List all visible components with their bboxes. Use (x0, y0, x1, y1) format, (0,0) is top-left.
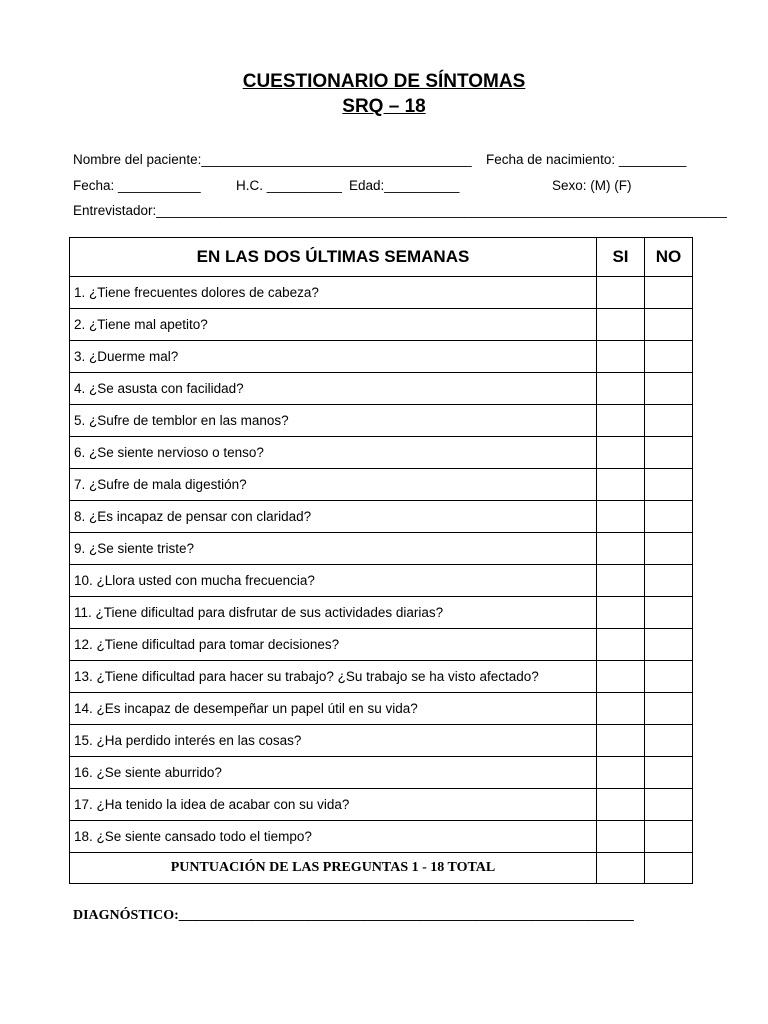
question-text: 11. ¿Tiene dificultad para disfrutar de sus actividades diarias? (70, 597, 597, 629)
answer-no-cell[interactable] (645, 661, 693, 693)
question-text: 4. ¿Se asusta con facilidad? (70, 373, 597, 405)
table-row (70, 821, 693, 853)
total-si-cell[interactable] (597, 853, 645, 884)
table-row (70, 789, 693, 821)
table-row (70, 373, 693, 405)
answer-si-cell[interactable] (597, 565, 645, 597)
answer-si-cell[interactable] (597, 661, 645, 693)
table-row (70, 661, 693, 693)
answer-no-cell[interactable] (645, 533, 693, 565)
question-text: 18. ¿Se siente cansado todo el tiempo? (70, 821, 597, 853)
answer-no-cell[interactable] (645, 437, 693, 469)
header-period: EN LAS DOS ÚLTIMAS SEMANAS (70, 238, 597, 277)
answer-si-cell[interactable] (597, 725, 645, 757)
table-row (70, 597, 693, 629)
question-text: 15. ¿Ha perdido interés en las cosas? (70, 725, 597, 757)
total-label: PUNTUACIÓN DE LAS PREGUNTAS 1 - 18 TOTAL (70, 853, 597, 884)
table-row (70, 501, 693, 533)
answer-no-cell[interactable] (645, 277, 693, 309)
answer-no-cell[interactable] (645, 309, 693, 341)
question-text: 1. ¿Tiene frecuentes dolores de cabeza? (70, 277, 597, 309)
questions-body (70, 277, 693, 853)
total-row (70, 853, 693, 884)
question-text: 13. ¿Tiene dificultad para hacer su trabajo? ¿Su trabajo se ha visto afectado? (70, 661, 597, 693)
answer-no-cell[interactable] (645, 693, 693, 725)
answer-si-cell[interactable] (597, 533, 645, 565)
sex-field[interactable]: Sexo: (M) (F) (552, 178, 632, 193)
header-si: SI (597, 238, 645, 277)
question-text: 12. ¿Tiene dificultad para tomar decisiones? (70, 629, 597, 661)
answer-si-cell[interactable] (597, 597, 645, 629)
answer-si-cell[interactable] (597, 373, 645, 405)
document-title: CUESTIONARIO DE SÍNTOMAS (242, 71, 526, 92)
answer-no-cell[interactable] (645, 565, 693, 597)
table-row (70, 309, 693, 341)
question-text: 14. ¿Es incapaz de desempeñar un papel útil en su vida? (70, 693, 597, 725)
answer-no-cell[interactable] (645, 821, 693, 853)
question-text: 7. ¿Sufre de mala digestión? (70, 469, 597, 501)
table-row (70, 565, 693, 597)
interviewer-field[interactable]: Entrevistador:____________________________________________________________________________ (73, 203, 727, 218)
table-row (70, 437, 693, 469)
table-row (70, 725, 693, 757)
age-field[interactable]: Edad:__________ (349, 178, 460, 193)
hc-field[interactable]: H.C. __________ (236, 178, 342, 193)
question-text: 6. ¿Se siente nervioso o tenso? (70, 437, 597, 469)
table-row (70, 277, 693, 309)
answer-no-cell[interactable] (645, 757, 693, 789)
table-header-row (70, 238, 693, 277)
answer-no-cell[interactable] (645, 501, 693, 533)
answer-no-cell[interactable] (645, 629, 693, 661)
answer-si-cell[interactable] (597, 501, 645, 533)
question-text: 10. ¿Llora usted con mucha frecuencia? (70, 565, 597, 597)
question-text: 16. ¿Se siente aburrido? (70, 757, 597, 789)
document-subtitle: SRQ – 18 (342, 96, 426, 117)
question-text: 5. ¿Sufre de temblor en las manos? (70, 405, 597, 437)
question-text: 17. ¿Ha tenido la idea de acabar con su vida? (70, 789, 597, 821)
answer-si-cell[interactable] (597, 693, 645, 725)
answer-si-cell[interactable] (597, 437, 645, 469)
table-row (70, 469, 693, 501)
questionnaire-table (69, 237, 693, 884)
question-text: 3. ¿Duerme mal? (70, 341, 597, 373)
answer-no-cell[interactable] (645, 405, 693, 437)
diagnosis-field[interactable]: DIAGNÓSTICO:_________________________________________________________________ (73, 908, 634, 923)
patient-name-field[interactable]: Nombre del paciente:____________________________________ (73, 152, 472, 167)
answer-no-cell[interactable] (645, 597, 693, 629)
answer-si-cell[interactable] (597, 789, 645, 821)
answer-si-cell[interactable] (597, 469, 645, 501)
answer-si-cell[interactable] (597, 341, 645, 373)
answer-no-cell[interactable] (645, 789, 693, 821)
answer-no-cell[interactable] (645, 469, 693, 501)
answer-no-cell[interactable] (645, 373, 693, 405)
birthdate-field[interactable]: Fecha de nacimiento: _________ (486, 152, 687, 167)
answer-no-cell[interactable] (645, 341, 693, 373)
table-row (70, 757, 693, 789)
date-field[interactable]: Fecha: ___________ (73, 178, 201, 193)
table-row (70, 341, 693, 373)
answer-si-cell[interactable] (597, 821, 645, 853)
table-row (70, 533, 693, 565)
header-no: NO (645, 238, 693, 277)
question-text: 9. ¿Se siente triste? (70, 533, 597, 565)
answer-si-cell[interactable] (597, 405, 645, 437)
question-text: 8. ¿Es incapaz de pensar con claridad? (70, 501, 597, 533)
table-row (70, 405, 693, 437)
total-no-cell[interactable] (645, 853, 693, 884)
answer-si-cell[interactable] (597, 629, 645, 661)
answer-si-cell[interactable] (597, 309, 645, 341)
table-row (70, 629, 693, 661)
question-text: 2. ¿Tiene mal apetito? (70, 309, 597, 341)
answer-si-cell[interactable] (597, 277, 645, 309)
answer-si-cell[interactable] (597, 757, 645, 789)
table-row (70, 693, 693, 725)
answer-no-cell[interactable] (645, 725, 693, 757)
